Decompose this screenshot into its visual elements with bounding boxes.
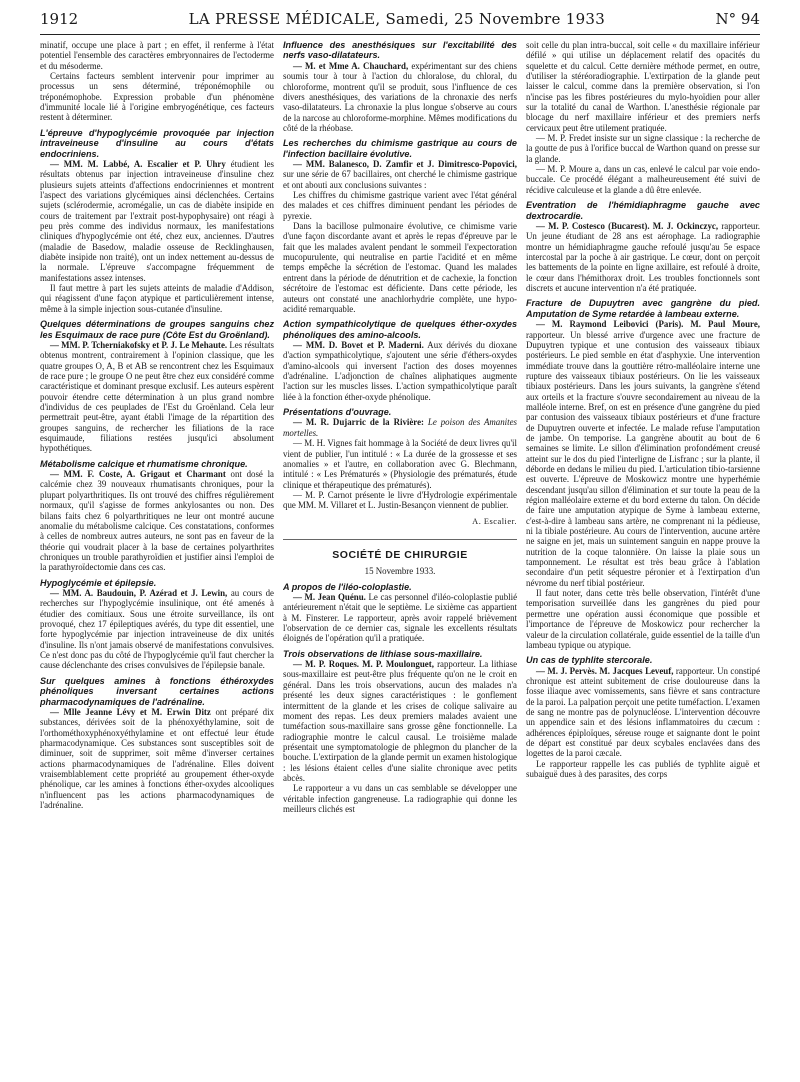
- article-authors: — M. Raymond Leibovici (Paris). M. Paul Moure,: [536, 319, 760, 330]
- article-title: Sur quelques amines à fonctions éthéroxydes phénoliques inversant certaines actions pharmacodynamiques de l'adrénaline.: [40, 675, 274, 707]
- column-2: [283, 40, 517, 1070]
- article-title: A propos de l'iléo-coloplastie.: [283, 581, 412, 592]
- paragraph: Le cas personnel d'iléo-coloplastie publié antérieurement n'était que le septième. Le sixième cas appartient à M. Finsterer. Le rapporteur, après avoir rappelé brièvement l'observation de ce dernier cas, signale les excellents résultats éloignés de l'opération qu'il a pratiquée.: [283, 592, 517, 644]
- paragraph: — M. P. Fredet insiste sur un signe classique : la recherche de la goutte de pus à l'orifice buccal de Warthon quand on presse sur la glande.: [526, 133, 760, 164]
- section-date: 15 Novembre 1933.: [364, 566, 436, 577]
- paragraph: expérimentant sur des chiens soumis tour à tour à l'action du chloralose, du chloral, du chloroforme, montrent qu'il se produit, sous l'influence de ces divers anesthésiques, des variations de la chronaxie des nerfs vaso-dilatateurs. La chronaxie la plus longue s'observe au cours de la narcose au chloroforme-morphine. Mêmes modifications du côté de la rhéobase.: [283, 60, 517, 133]
- paragraph: Il faut mettre à part les sujets atteints de maladie d'Addison, qui réagissent d'une façon atypique et particulièrement intense, même à la simple injection sous-cutanée d'insuline.: [40, 283, 274, 314]
- article-authors: — MM. M. Labbé, A. Escalier et P. Uhry: [50, 158, 226, 169]
- header-title: LA PRESSE MÉDICALE, Samedi, 25 Novembre 1933: [188, 10, 606, 28]
- article-authors: — MM. Balanesco, D. Zamfir et J. Dimitresco-Popovici,: [293, 159, 517, 170]
- article-title: Fracture de Dupuytren avec gangrène du pied. Amputation de Syme retardée à lambeau externe.: [526, 298, 760, 319]
- article-title: Action sympathicolytique de quelques éther-oxydes phénoliques des amino-alcools.: [283, 319, 517, 340]
- book-title: Le poison des Amanites mortelles.: [283, 417, 517, 438]
- paragraph: Les chiffres du chimisme gastrique varient avec l'état général des malades et ces chiffres diminuent pendant les périodes de pyrexie.: [283, 190, 517, 221]
- article-authors: — M. J. Pervès. M. Jacques Leveuf,: [536, 665, 674, 676]
- article-authors: — M. R. Dujarric de la Rivière:: [293, 417, 424, 428]
- article-authors: — M. P. Costesco (Bucarest). M. J. Ockinczyc,: [536, 220, 719, 231]
- section-heading: SOCIÉTÉ DE CHIRURGIE: [283, 539, 517, 560]
- article-title: Quelques déterminations de groupes sanguins chez les Esquimaux de race pure (Côte Est du Groënland).: [40, 319, 274, 340]
- article-title: Métabolisme calcique et rhumatisme chronique.: [40, 458, 248, 469]
- article-title: L'épreuve d'hypoglycémie provoquée par injection intraveineuse d'insuline au cours d'états endocriniens.: [40, 127, 274, 159]
- paragraph: — M. P. Carnot présente le livre d'Hydrologie expérimentale que MM. M. Villaret et L. Justin-Besançon viennent de publier.: [283, 489, 517, 511]
- paragraph: Le rapporteur rappelle les cas publiés de typhlite aiguë et subaiguë dues à des parasites, des corps: [526, 758, 760, 780]
- paragraph: Le rapporteur a vu dans un cas semblable se développer une véritable infection gangreneuse. La radiographie qui donne les meilleurs clichés est: [283, 783, 517, 814]
- paragraph: ont préparé dix substances, dérivées soit de la phénoxyéthylamine, soit de l'orthométhoxyphénoxyéthylamine et ont effectué leur étude pharmacodynamique. Ces substances sont susceptibles soit de diminuer, soit de supprimer, soit même d'inverser certaines actions pharmacodynamiques de l'adrénaline. Elles doivent vraisemblablement cette propriété au groupement éther-oxyde phénolique, car les amines à fonctions éther-oxydes alcooliques n'influencent pas les actions pharmacodynamiques de l'adrénaline.: [40, 706, 274, 811]
- header-year: 1912: [40, 10, 79, 28]
- header-rule: [40, 34, 760, 35]
- article-title: Trois observations de lithiase sous-maxillaire.: [283, 648, 483, 659]
- article-authors: — M. Jean Quénu.: [293, 592, 366, 602]
- article-title: Influence des anesthésiques sur l'excitabilité des nerfs vaso-dilatateurs.: [283, 40, 517, 61]
- paragraph: étudient les résultats obtenus par injection intraveineuse d'insuline chez plusieurs sujets atteints d'affections endocriniennes et montrent l'aspect des variations glycémiques ainsi déclenchées. Certains sujets (sclérodermie, acromégalie, un cas de diabète insipide en cours de traitement par l'extrait post-hypophysaire) ont réagi à peu près comme des individus normaux, les manifestations cliniques d'hypoglycémie ont été, chez eux, anciennes. D'autres (maladie de Basedow, maladie osseuse de Recklinghausen, diabète insipide non traité), ont un index nettement au-dessus de la normale. L'épreuve s'accompagne fréquemment de manifestations assez intenses.: [40, 158, 274, 283]
- column-1: [40, 40, 274, 1070]
- paragraph: sur une série de 67 bacillaires, ont cherché le chimisme gastrique et ont abouti aux conclusions suivantes :: [283, 169, 517, 190]
- article-title: Les recherches du chimisme gastrique au cours de l'infection bacillaire évolutive.: [283, 138, 517, 159]
- paragraph: rapporteur. Un blessé arrive d'urgence avec une fracture de Dupuytren typique et une contusion des vaisseaux tibiaux postérieurs. Le pied semble en état d'asphyxie. Une intervention immédiate trouve dans la gouttière rétro-malléolaire interne une rupture des vaisseaux tibiaux postérieurs. On lie les vaisseaux tibiaux postérieurs. Dans les jours suivants, la gangrène s'étend aux orteils et la fracture s'ouvre secondairement au niveau de la malléole interne. Bref, on est en présence d'une gangrène du pied par contusion des vaisseaux tibiaux postérieurs et d'une fracture de Dupuytren ouverte et infectée. Le malade refuse l'amputation de jambe. On temporise. La gangrène aboutit au bout de 6 semaines se limite. Le sillon d'élimination profondément creusé atteint sur le dos du pied l'interligne de Lisfranc ; sur la plante, il déborde en dedans le milieu du pied. L'articulation tibio-tarsienne est ouverte. L'épreuve de Moskowicz montre une hyperhémie descendant jusqu'au sillon d'élimination et sur toute la peau de la région malléolaire externe et du bord externe du talon. On décide de faire une amputation atypique de Syme à lambeau externe, c'est-à-dire à lambeau sans artère, ne comprenant ni la pédieuse, ni la tibiale postérieure. Au cours de l'intervention, aucune artère ne saigne en jet, mais un suintement sanguin en nappe prouve la nutrition de la coque talonnière. On laisse la plaie sous un tamponnement. Le résultat est très beau grâce à l'ablation secondaire d'un petit séquestre péronier et à l'extirpation d'un névrome du nerf tibial postérieur.: [526, 329, 760, 588]
- paragraph: rapporteur. La lithiase sous-maxillaire est peut-être plus fréquente qu'on ne le croit en général. Dans les trois observations, aucun des malades n'a présenté les deux signes caractéristiques : le gonflement intermittent de la glande et les crises de colique salivaire au moment des repas. Les deux premiers malades avaient une tuméfaction sous-maxillaire sans grosse gêne fonctionnelle. La radiographie montre le calcul causal. Le troisième malade présentait une symptomatologie de phlegmon du plancher de la bouche. L'extirpation de la glande permit un examen histologique : les lésions étaient celles d'une sialite chronique avec petits abcès.: [283, 659, 517, 783]
- article-authors: — MM. F. Coste, A. Grigaut et Charmant: [50, 469, 226, 480]
- paragraph: — M. H. Vignes fait hommage à la Société de deux livres qu'il vient de publier, l'un intitulé : « La durée de la grossesse et ses anomalies » et l'autre, en collaboration avec G. Blechmann, intitulé : « Les Prématurés » (Physiologie des prématurés, étude clinique et thérapeutique des prématurés).: [283, 438, 517, 490]
- paragraph: Dans la bacillose pulmonaire évolutive, ce chimisme varie d'une façon discordante avant et après le repas d'épreuve par le fait que les malades avalent pendant le sommeil l'expectoration mucopurulente, qui neutralise en partie l'acidité et en même temps empêche la sécrétion de l'estomac. Quand les malades entrent dans la période de dénutrition et de cachexie, la fonction sécrétoire de l'estomac est déficiente. Dans cette période, les auteurs ont constaté une anachlorhydrie complète, une hypo-acidité remarquable.: [283, 221, 517, 314]
- page-header: [40, 10, 760, 34]
- header-issue-number: N° 94: [715, 10, 760, 28]
- signature: A. Escalier.: [472, 516, 517, 526]
- paragraph: ont dosé la calcémie chez 39 nouveaux rhumatisants chroniques, pour la plupart polyarthritiques. Ils ont trouvé des chiffres régulièrement normaux, qu'il s'agisse de formes ankylosantes ou non. Des bilans faits chez 6 polyarthritiques ne leur ont montré aucune anomalie du métabolisme calcique. Ces constatations, conformes à celles de nombreux autres auteurs, ne sont pas en faveur de la théorie qui voudrait placer à la base de certaines polyarthrites chroniques un trouble parathyroïdien et justifier ainsi l'emploi de la parathyroïdectomie dans ces cas.: [40, 469, 274, 573]
- article-authors: — MM. D. Bovet et P. Maderni.: [293, 340, 424, 350]
- article-authors: — M. P. Roques. M. P. Moulonguet,: [293, 659, 434, 670]
- paragraph: au cours de recherches sur l'hypoglycémie insulinique, ont été amenés à étudier des comitiaux. Sous une étroite surveillance, ils ont provoqué, chez 17 épileptiques avérés, du type dit essentiel, une forte hypoglycémie par injection intraveineuse de dix unités d'insuline. Ils n'ont jamais observé de manifestations convulsives. Ce n'est donc pas du côté de l'hypoglycémie qu'il faut chercher la cause déclenchante des crises convulsives de l'épilepsie banale.: [40, 587, 274, 671]
- paragraph: Les résultats obtenus montrent, contrairement à l'opinion classique, que les quatre groupes O, A, B et AB se rencontrent chez les Esquimaux de race pure ; le groupe O ne peut être chez eux considéré comme caractéristique et dominant presque exclusif. Les auteurs espèrent pouvoir étendre cette détermination à un plus grand nombre d'individus de ces peuplades de l'Est du Groënland. Cela leur permettrait peut-être, ayant établi l'image de la répartition des groupes sanguins, de rechercher les filiations de la race esquimaude, filiations restées jusqu'ici absolument hypothétiques.: [40, 339, 274, 454]
- paragraph: minatif, occupe une place à part ; en effet, il renferme à l'état potentiel l'ensemble des caractères embryonnaires de l'ectoderme et du mésoderme.: [40, 40, 274, 71]
- paragraph: Il faut noter, dans cette très belle observation, l'intérêt d'une temporisation surveillée dans les gangrènes du pied pour permettre une opération aussi économique que possible et l'importance de l'épreuve de Moskowicz pour rechercher la valeur de la circulation collatérale, guide essentiel de la taille d'un lambeau typique ou atypique.: [526, 588, 760, 650]
- article-title: Présentations d'ouvrage.: [283, 407, 392, 418]
- article-authors: — M. et Mme A. Chauchard,: [293, 60, 409, 71]
- column-3: [526, 40, 760, 1070]
- paragraph: rapporteur. Un jeune étudiant de 28 ans est aérophage. La radiographie montre un hémidiaphragme gauche refoulé jusqu'au 5e espace intercostal par la poche à air gastrique. Le cœur, dont on perçoit les battements de la pointe en ligne axillaire, est refoulé à droite, le cœur dans l'hémithorax droit. Les troubles fonctionnels sont discrets et aucune intervention n'a été pratiquée.: [526, 220, 760, 294]
- paragraph: soit celle du plan intra-buccal, soit celle « du maxillaire inférieur défilé » qui utilise un déplacement relatif des opacités du squelette et du calcul. Cette dernière méthode permet, en outre, d'utiliser la stéréoradiographie. L'extirpation de la glande peut laisser le calcul, comme dans la première observation, si l'on n'incise pas les fibres postérieures du mylo-hyoïdien pour aller sur la totalité du canal de Warthon. L'anesthésie régionale par blocage du nerf maxillaire inférieur et des premiers nerfs cervicaux peut être utilement pratiquée.: [526, 40, 760, 133]
- paragraph: rapporteur. Un constipé chronique est atteint subitement de crise douloureuse dans la fosse iliaque avec vomissements, sans fièvre et sans contracture de la paroi. La palpation perçoit une petite tuméfaction. L'examen de sang ne montre pas de polynucléose. L'intervention découvre un appendice sain et des lésions inflammatoires du cæcum : adhérences épiploïques, séreuse rouge et saignante dont le point de départ est constitué par deux scybales enclavées dans des logettes de la paroi cæcale.: [526, 665, 760, 759]
- article-authors: — Mlle Jeanne Lévy et M. Erwin Ditz: [50, 706, 211, 717]
- article-title: Hypoglycémie et épilepsie.: [40, 577, 157, 588]
- paragraph: Certains facteurs semblent intervenir pour imprimer au processus un sens déterminé, tréponémophile ou tréponémophobe. Expression probable d'un phénomène d'immunité locale lié à l'origine embryogénétique, ces facteurs restent à déterminer.: [40, 71, 274, 123]
- article-authors: — MM. P. Tcherniakofsky et P. J. Le Mehaute.: [50, 339, 228, 350]
- article-title: Eventration de l'hémidiaphragme gauche avec dextrocardie.: [526, 200, 760, 221]
- paragraph: Aux dérivés du dioxane d'action sympathicolytique, s'ajoutent une série d'éthers-oxydes d'amino-alcools qui inversent l'action des doses moyennes d'adrénaline. L'adjonction de chaînes aliphatiques augmente l'action sur les muscles lisses. L'action sympathicolytique paraît liée à la fonction éther-oxyde phénolique.: [283, 340, 517, 402]
- article-title: Un cas de typhlite stercorale.: [526, 655, 653, 666]
- paragraph: — M. P. Moure a, dans un cas, enlevé le calcul par voie endo-buccale. Ce procédé élégant a malheureusement été suivi de récidive calculeuse et la glande a dû être enlevée.: [526, 164, 760, 195]
- article-authors: — MM. A. Baudouin, P. Azérad et J. Lewin,: [50, 587, 228, 598]
